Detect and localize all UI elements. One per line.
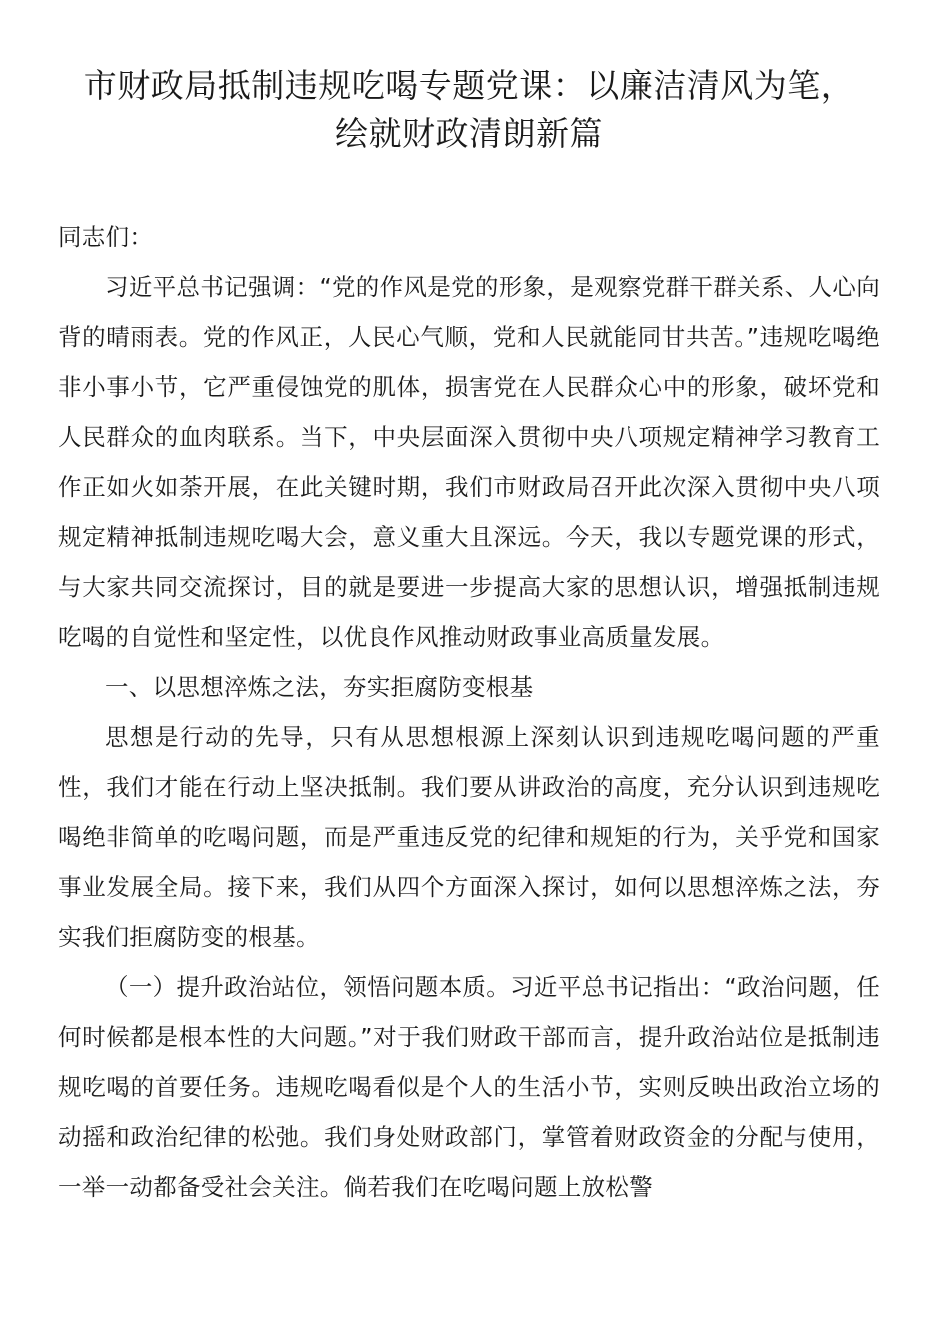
paragraph-section-1: 思想是行动的先导，只有从思想根源上深刻认识到违规吃喝问题的严重性，我们才能在行动上坚决抵制。我们要从讲政治的高度，充分认识到违规吃喝绝非简单的吃喝问题，而是严重违反党的纪律和规矩的行为，关乎党和国家事业发展全局。接下来，我们从四个方面深入探讨，如何以思想淬炼之法，夯实我们拒腐防变的根基。 (58, 723, 880, 951)
paragraph-subsection-1: （一）提升政治站位，领悟问题本质。习近平总书记指出：“政治问题，任何时候都是根本性的大问题。”对于我们财政干部而言，提升政治站位是抵制违规吃喝的首要任务。违规吃喝看似是个人的生活小节，实则反映出政治立场的动摇和政治纪律的松弛。我们身处财政部门，掌管着财政资金的分配与使用，一举一动都备受社会关注。倘若我们在吃喝问题上放松警 (58, 973, 880, 1201)
title-line-1: 市财政局抵制违规吃喝专题党课：以廉洁清风为笔， (83, 66, 855, 105)
title-line-2: 绘就财政清朗新篇 (335, 114, 603, 153)
paragraph-intro: 习近平总书记强调：“党的作风是党的形象，是观察党群干群关系、人心向背的晴雨表。党的作风正，人民心气顺，党和人民就能同甘共苦。”违规吃喝绝非小事小节，它严重侵蚀党的肌体，损害党在人民群众心中的形象，破坏党和人民群众的血肉联系。当下，中央层面深入贯彻中央八项规定精神学习教育工作正如火如荼开展，在此关键时期，我们市财政局召开此次深入贯彻中央八项规定精神抵制违规吃喝大会，意义重大且深远。今天，我以专题党课的形式，与大家共同交流探讨，目的就是要进一步提高大家的思想认识，增强抵制违规吃喝的自觉性和坚定性，以优良作风推动财政事业高质量发展。 (58, 273, 880, 651)
document-title (58, 62, 880, 158)
document-body (58, 212, 880, 1212)
salutation: 同志们： (58, 223, 154, 251)
section-heading-1: 一、以思想淬炼之法，夯实拒腐防变根基 (105, 673, 534, 701)
